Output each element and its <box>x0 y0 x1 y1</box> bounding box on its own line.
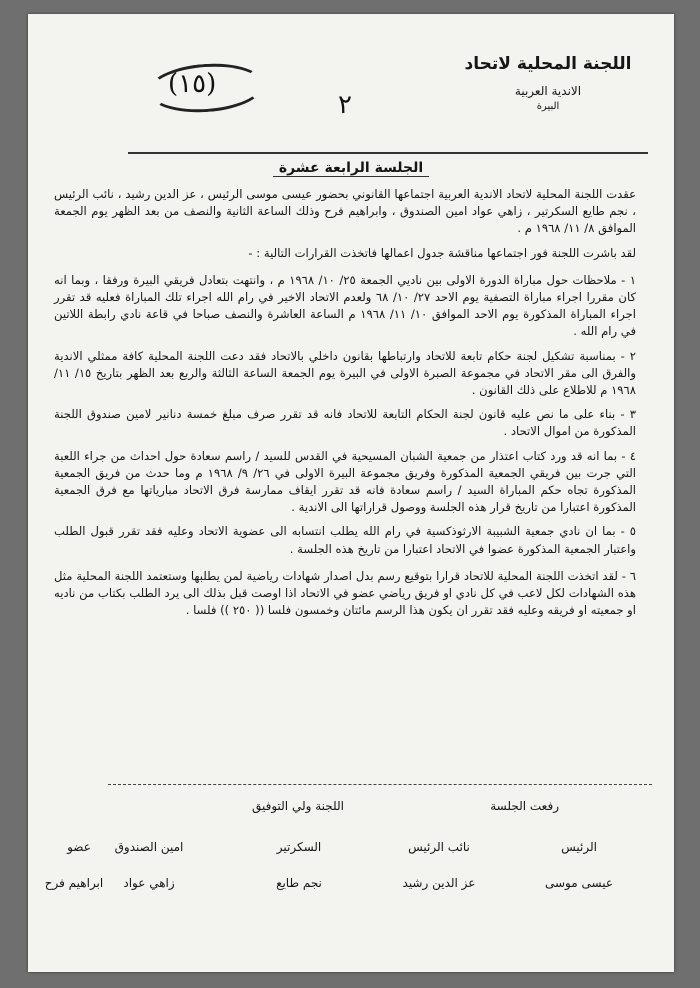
signature-title-president: الرئيس <box>561 840 597 854</box>
document-page <box>28 14 674 972</box>
minutes-body <box>54 186 636 626</box>
opening-paragraph: عقدت اللجنة المحلية لاتحاد الاندية العربية اجتماعها القانوني بحضور عيسى موسى الرئيس ، عز الدين رشيد ، نائب الرئيس ، نجم طايع السكرتير ، زاهي عواد امين الصندوق ، وابراهيم فرح وذلك الساعة الثانية والنصف من بعد الظهر يوم الجمعة الموافق ٨/ ١١/ ١٩٦٨ م . <box>54 187 636 236</box>
signature-name-president: عيسى موسى <box>545 876 613 890</box>
closing-blessing: اللجنة ولي التوفيق <box>251 799 344 813</box>
signature-name-treasurer: زاهي عواد <box>123 876 175 890</box>
organization-name: اللجنة المحلية لاتحاد <box>464 54 632 74</box>
closing-divider <box>108 784 652 785</box>
resolution-6: ٦ - لقد اتخذت اللجنة المحلية للاتحاد قرارا بتوقيع رسم بدل اصدار شهادات رياضية لمن يطلبها وستعتمد اللجنة المحلية مثل هذه الشهادات لكل لاعب في كل نادي او فريق رياضي عضو في الاتحاد اذا اوصت قبل بذلك الى يرد الطلب بكتاب من ناديه او جمعيته او فريقه وعليه فقد تقرر ان يكون هذا الرسم مائتان وخمسون فلسا (( ٢٥٠ )) فلسا . <box>54 568 636 618</box>
agenda-intro: لقد باشرت اللجنة فور اجتماعها مناقشة جدول اعمالها فاتخذت القرارات التالية : - <box>248 245 636 260</box>
resolution-3: ٣ - بناء على ما نص عليه قانون لجنة الحكام التابعة للاتحاد فانه قد تقرر صرف مبلغ خمسة دنانير لامين صندوق اللجنة المذكورة من اموال الاتحاد . <box>54 407 636 439</box>
signature-name-secretary: نجم طايع <box>276 876 322 890</box>
signature-name-vice-president: عز الدين رشيد <box>402 876 476 890</box>
resolution-2: ٢ - بمناسبة تشكيل لجنة حكام تابعة للاتحاد وارتباطها بقانون داخلي بالاتحاد فقد دعت اللجنة المحلية كافة ممثلي الاندية والفرق الى مقر الاتحاد في مجموعة الصبرة الاولى في البيرة يوم الجمعة الساعة الثالثة والربع بعد الظهر بتاريخ ١٥/ ١١/ ١٩٦٨ م للاطلاع على ذلك القانون . <box>54 348 636 398</box>
signature-title-secretary: السكرتير <box>276 840 322 854</box>
closing-adjourned: رفعت الجلسة <box>490 799 559 813</box>
signature-title-member: عضو <box>67 840 91 854</box>
organization-city: البيرة <box>536 101 560 112</box>
handwritten-mark: ٢ <box>338 90 352 120</box>
resolution-1: ١ - ملاحظات حول مباراة الدورة الاولى بين ناديي الجمعة ٢٥/ ١٠/ ١٩٦٨ م ، وانتهت بتعادل فريقي البيرة ورفقا ، وبما انه كان مقررا اجراء مباراة التصفية يوم الاحد ٢٧/ ١٠/ ٦٨ ولعدم الاتحاد الاخير في رام الله اجراء تلك المباراة فعليه قد تقرر اجراء المباراة المذكورة يوم الاحد الموافق ١٠/ ١١/ ١٩٦٨ م الساعة العاشرة والنصف صباحا في قاعة نادي رابطة اللاتين في رام الله . <box>54 272 636 339</box>
session-title <box>28 160 674 176</box>
organization-subtitle: الاندية العربية <box>514 84 582 98</box>
resolution-4: ٤ - بما انه قد ورد كتاب اعتذار من جمعية الشبان المسيحية في القدس للسيد / راسم سعادة حول احداث من جراء اللعبة التي جرت بين فريقي الجمعية المذكورة وفريق مجموعة البيرة الاولى في ٢٦/ ٩/ ١٩٦٨ م وما حدث من فريق الجمعية المذكورة تجاه حكم المباراة السيد / راسم سعادة فانه قد تقرر ايقاف ممارسة فرق الاتحاد مبارياتها مع فرق الجمعية المذكورة اعتبارا من تاريخ قرار هذه الجلسة ووصول قراراتها الى الاندية . <box>54 448 637 515</box>
signature-name-member: ابراهيم فرح <box>44 876 104 890</box>
header-divider <box>128 152 648 154</box>
resolution-5: ٥ - بما ان نادي جمعية الشبيبة الارثوذكسية في رام الله يطلب انتسابه الى عضوية الاتحاد وعليه فقد تقرر قبول الطلب واعتبار الجمعية المذكورة عضوا في الاتحاد اعتبارا من تاريخ هذه الجلسة . <box>54 524 636 556</box>
signature-title-treasurer: امين الصندوق <box>114 840 184 854</box>
handwritten-page-number: (١٥) <box>168 69 217 99</box>
signature-title-vice-president: نائب الرئيس <box>408 840 470 854</box>
session-title-text: الجلسة الرابعة عشرة <box>273 160 429 177</box>
letterhead <box>438 54 658 112</box>
